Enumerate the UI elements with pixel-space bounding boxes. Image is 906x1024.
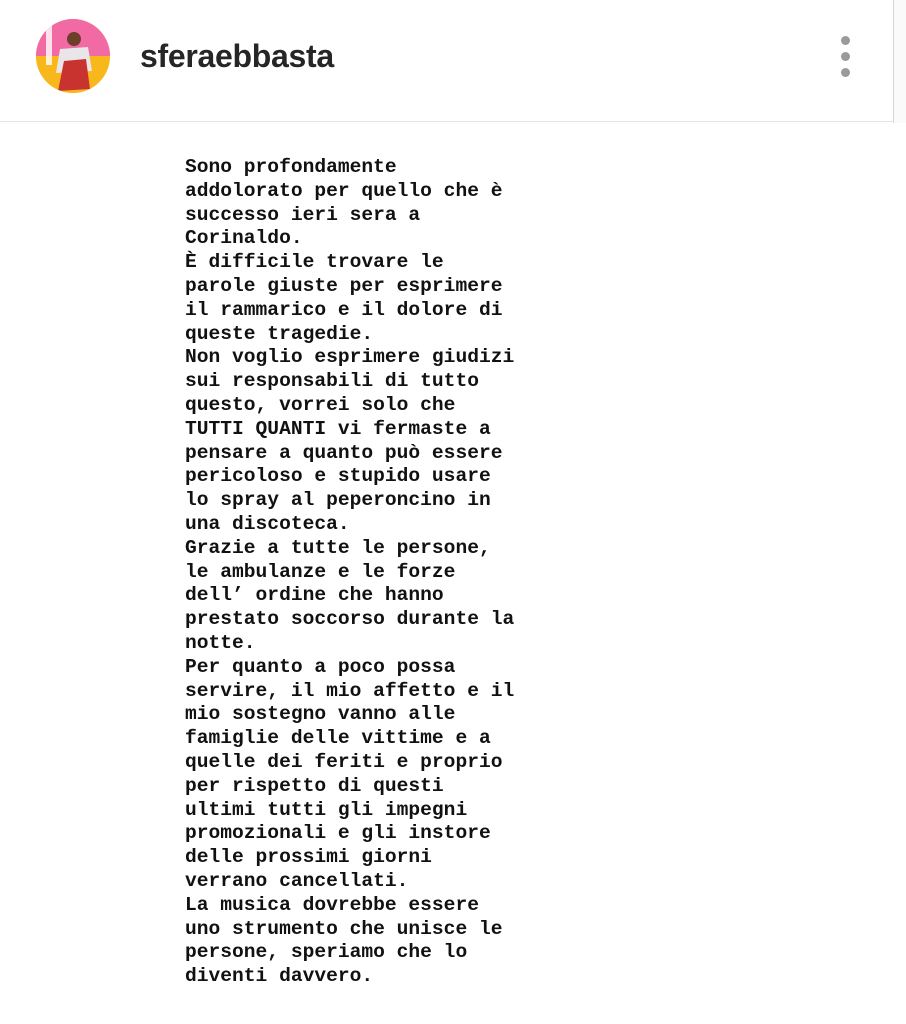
- statement-line: successo ieri sera a: [185, 203, 421, 226]
- statement-line: parole giuste per esprimere: [185, 274, 503, 297]
- statement-line: una discoteca.: [185, 512, 350, 535]
- statement-line: diventi davvero.: [185, 965, 374, 988]
- statement-line: verrano cancellati.: [185, 869, 409, 892]
- statement-line: Corinaldo.: [185, 227, 303, 250]
- avatar[interactable]: [36, 19, 110, 93]
- statement-line: per rispetto di questi: [185, 774, 444, 797]
- statement-line: le ambulanze e le forze: [185, 560, 456, 583]
- statement-line: promozionali e gli instore: [185, 822, 491, 845]
- statement-line: La musica dovrebbe essere: [185, 893, 479, 916]
- statement-line: queste tragedie.: [185, 322, 374, 345]
- statement-line: Sono profondamente: [185, 156, 397, 178]
- statement-line: Non voglio esprimere giudizi: [185, 346, 515, 369]
- statement-line: Grazie a tutte le persone,: [185, 536, 491, 559]
- statement-line: addolorato per quello che è: [185, 179, 503, 202]
- post-image[interactable]: [0, 123, 906, 1024]
- statement-line: uno strumento che unisce le: [185, 917, 503, 940]
- statement-line: persone, speriamo che lo: [185, 941, 468, 964]
- statement-line: È difficile trovare le: [185, 251, 444, 274]
- statement-line: Per quanto a poco possa: [185, 655, 456, 678]
- statement-line: prestato soccorso durante la: [185, 608, 515, 631]
- more-vertical-icon-dot: [841, 52, 850, 61]
- statement-line: TUTTI QUANTI vi fermaste a: [185, 417, 491, 440]
- statement-line: ultimi tutti gli impegni: [185, 798, 468, 821]
- statement-text: [185, 156, 785, 989]
- statement-line: il rammarico e il dolore di: [185, 298, 503, 321]
- statement-line: servire, il mio affetto e il: [185, 679, 515, 702]
- post-header: [0, 0, 906, 122]
- more-vertical-icon: [841, 36, 850, 45]
- more-vertical-icon-dot: [841, 68, 850, 77]
- username[interactable]: sferaebbasta: [140, 38, 334, 74]
- statement-line: delle prossimi giorni: [185, 846, 432, 869]
- statement-line: lo spray al peperoncino in: [185, 489, 491, 512]
- statement-line: pericoloso e stupido usare: [185, 465, 491, 488]
- statement-line: famiglie delle vittime e a: [185, 727, 491, 750]
- statement-line: notte.: [185, 631, 256, 654]
- statement-line: questo, vorrei solo che: [185, 393, 456, 416]
- statement-line: mio sostegno vanno alle: [185, 703, 456, 726]
- statement-line: pensare a quanto può essere: [185, 441, 503, 464]
- statement-line: quelle dei feriti e proprio: [185, 750, 503, 773]
- statement-line: sui responsabili di tutto: [185, 370, 479, 393]
- avatar-image: [36, 19, 110, 93]
- statement-line: dell’ ordine che hanno: [185, 584, 444, 607]
- more-options-button[interactable]: [826, 30, 866, 84]
